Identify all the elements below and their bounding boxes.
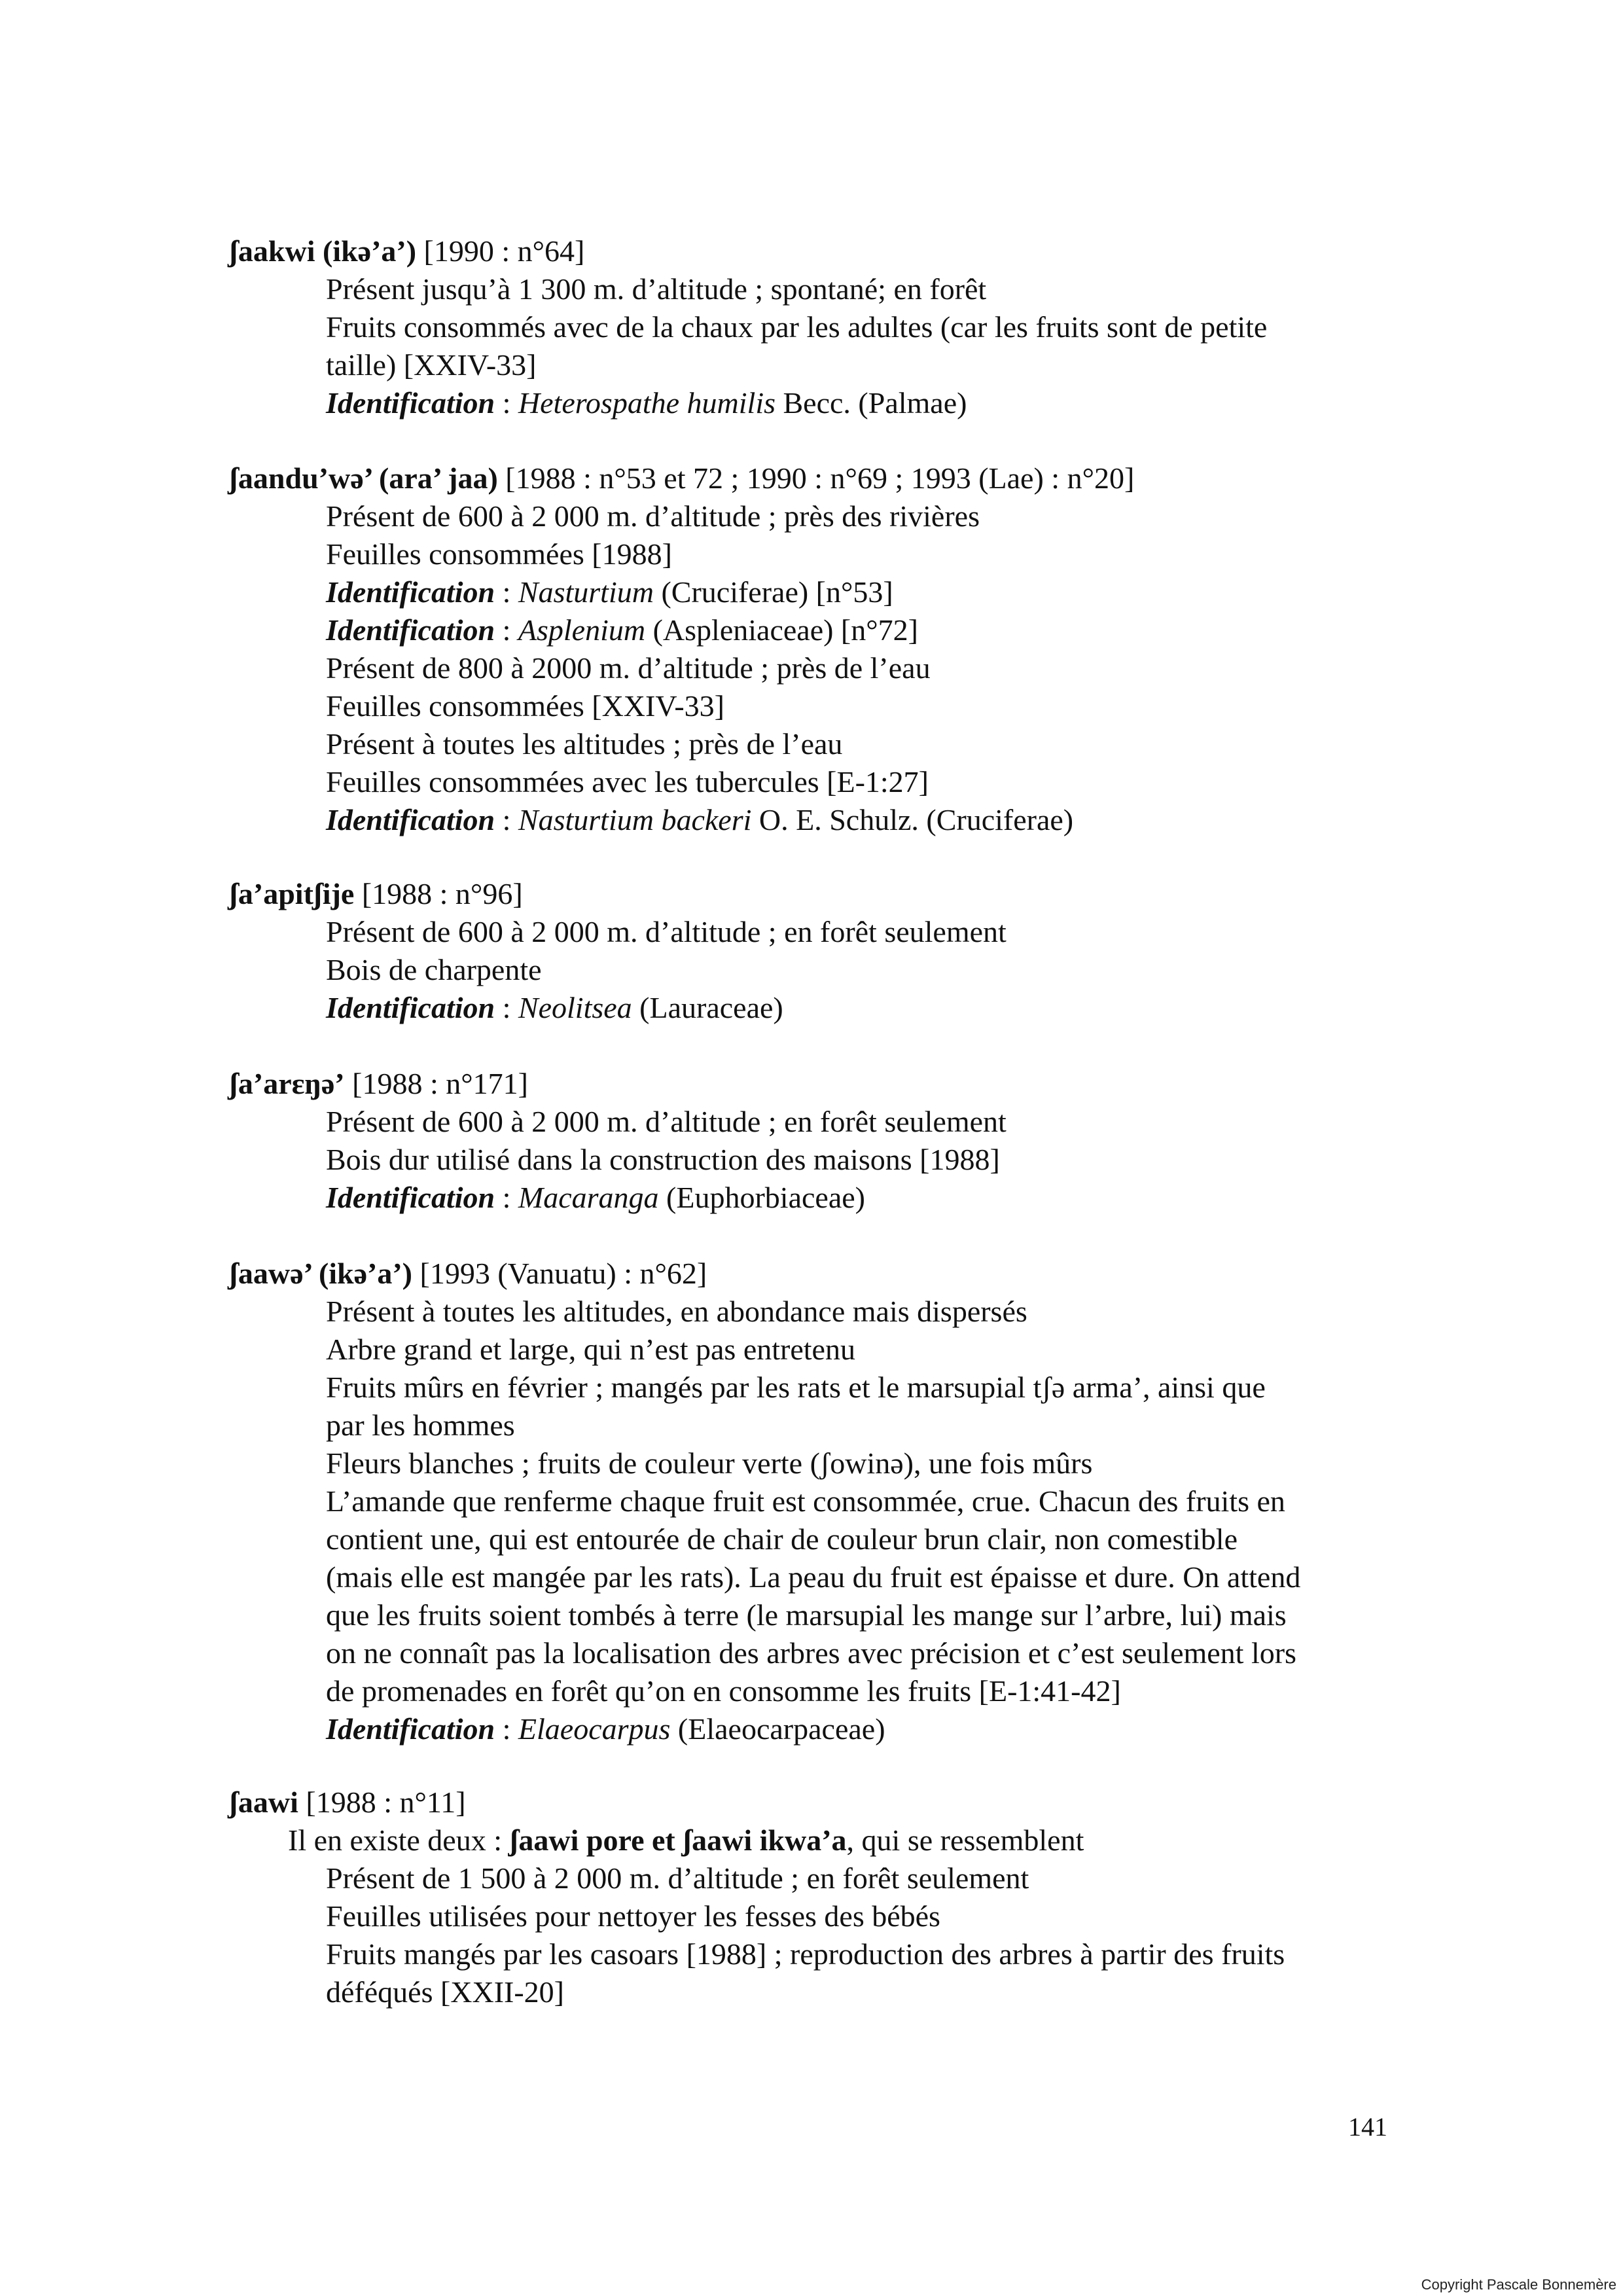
text-segment: Présent de 600 à 2 000 m. d’altitude ; près des rivières [326,499,980,533]
entry-text-line [326,1672,1407,1710]
entry-text-line [326,1596,1407,1634]
headword-text: ʃa’apitʃije [229,877,355,910]
text-segment: déféqués [XXII-20] [326,1975,565,2009]
entry-text-line [326,725,1407,763]
copyright-notice: Copyright Pascale Bonnemère [1421,2276,1616,2293]
text-segment: : [495,575,518,609]
headword-text: ʃaawi pore et ʃaawi ikwa’a [509,1823,847,1857]
entry-text-line [326,801,1407,839]
text-segment: (Elaeocarpaceae) [670,1712,885,1746]
text-segment: Présent à toutes les altitudes ; près de l’eau [326,727,843,761]
text-segment: contient une, qui est entourée de chair de couleur brun clair, non comestible [326,1522,1238,1556]
entry-text-line [288,1821,1407,1859]
text-segment: [1993 (Vanuatu) : n°62] [412,1257,707,1290]
entry-text-line [326,384,1407,422]
text-segment: (Cruciferae) [n°53] [653,575,893,609]
identification-label: Identification [326,803,495,836]
text-segment: Feuilles consommées avec les tubercules [E-1:27] [326,765,929,798]
entry-headword-line [229,1065,1407,1103]
taxon-name: Elaeocarpus [518,1712,671,1746]
entry-text-line [326,1369,1407,1407]
page-number: 141 [1348,2112,1387,2142]
text-segment: par les hommes [326,1408,515,1442]
entry-shaakwi [229,232,1407,422]
taxon-name: Nasturtium backeri [518,803,752,836]
entry-text-line [326,1179,1407,1217]
entry-shaanduwe [229,459,1407,839]
entry-text-line [326,1935,1407,1973]
text-segment: Becc. (Palmae) [776,386,967,420]
text-segment: Feuilles consommées [1988] [326,537,672,571]
taxon-name: Nasturtium [518,575,654,609]
entry-text-line [326,1710,1407,1748]
text-segment: Fruits mangés par les casoars [1988] ; reproduction des arbres à partir des fruits [326,1937,1285,1971]
entry-text-line [326,913,1407,951]
entry-text-line [326,1482,1407,1520]
entry-headword-line [229,1784,1407,1821]
text-segment: [1988 : n°53 et 72 ; 1990 : n°69 ; 1993 (Lae) : n°20] [497,461,1135,495]
text-segment: O. E. Schulz. (Cruciferae) [751,803,1074,836]
entry-text-line [326,270,1407,308]
entry-shaawi [229,1784,1407,2011]
text-segment: [1988 : n°11] [298,1785,466,1819]
entry-text-line [326,1634,1407,1672]
entry-headword-line [229,459,1407,497]
text-segment: Présent de 1 500 à 2 000 m. d’altitude ; en forêt seulement [326,1861,1029,1895]
entry-shaawe [229,1255,1407,1748]
entry-text-line [326,1331,1407,1369]
text-segment: : [495,1181,518,1214]
text-segment: (Euphorbiaceae) [658,1181,865,1214]
headword-text: ʃa’arɛŋə’ [229,1067,345,1100]
text-segment: : [495,1712,518,1746]
taxon-name: Heterospathe humilis [518,386,776,420]
text-segment: Fruits mûrs en février ; mangés par les rats et le marsupial tʃə arma’, ainsi que [326,1371,1266,1404]
text-segment: [1988 : n°96] [354,877,523,910]
entry-headword-line [229,875,1407,913]
identification-label: Identification [326,1181,495,1214]
entry-headword-line [229,1255,1407,1293]
text-segment: Présent de 600 à 2 000 m. d’altitude ; en forêt seulement [326,915,1007,948]
text-segment: : [495,991,518,1024]
entry-shaapitshije [229,875,1407,1027]
text-segment: Feuilles utilisées pour nettoyer les fesses des bébés [326,1899,940,1933]
entry-text-line [326,763,1407,801]
text-segment: : [495,386,518,420]
text-segment: Présent à toutes les altitudes, en abondance mais dispersés [326,1295,1027,1328]
entry-shaarenge [229,1065,1407,1217]
headword-text: ʃaawə’ (ikə’a’) [229,1257,412,1290]
identification-label: Identification [326,991,495,1024]
entry-text-line [326,1897,1407,1935]
text-segment: Présent de 800 à 2000 m. d’altitude ; près de l’eau [326,651,931,685]
headword-text: ʃaandu’wə’ (ara’ jaa) [229,461,498,495]
text-segment: Feuilles consommées [XXIV-33] [326,689,724,723]
entry-text-line [326,989,1407,1027]
text-segment: on ne connaît pas la localisation des arbres avec précision et c’est seulement lors [326,1636,1296,1670]
text-segment: : [495,613,518,647]
taxon-name: Asplenium [518,613,646,647]
text-segment: , qui se ressemblent [846,1823,1084,1857]
text-segment: [1990 : n°64] [416,234,585,268]
identification-label: Identification [326,613,495,647]
text-segment: Bois de charpente [326,953,542,986]
text-segment: Il en existe deux : [288,1823,510,1857]
entry-text-line [326,1293,1407,1331]
text-segment: Arbre grand et large, qui n’est pas entretenu [326,1333,855,1366]
entry-text-line [326,308,1407,346]
entry-text-line [326,951,1407,989]
text-segment: de promenades en forêt qu’on en consomme les fruits [E-1:41-42] [326,1674,1121,1708]
entry-text-line [326,649,1407,687]
entry-text-line [326,497,1407,535]
identification-label: Identification [326,1712,495,1746]
text-segment: : [495,803,518,836]
text-segment: L’amande que renferme chaque fruit est consommée, crue. Chacun des fruits en [326,1484,1285,1518]
headword-text: ʃaawi [229,1785,298,1819]
text-segment: (Lauraceae) [632,991,783,1024]
entry-text-line [326,1520,1407,1558]
taxon-name: Macaranga [518,1181,659,1214]
text-segment: Bois dur utilisé dans la construction des maisons [1988] [326,1143,1000,1176]
entry-text-line [326,1558,1407,1596]
entry-text-line [326,573,1407,611]
text-segment: Présent de 600 à 2 000 m. d’altitude ; en forêt seulement [326,1105,1007,1138]
identification-label: Identification [326,575,495,609]
entry-text-line [326,611,1407,649]
text-segment: [1988 : n°171] [344,1067,528,1100]
headword-text: ʃaakwi (ikə’a’) [229,234,417,268]
entry-text-line [326,687,1407,725]
text-segment: taille) [XXIV-33] [326,348,537,382]
entry-text-line [326,1859,1407,1897]
taxon-name: Neolitsea [518,991,632,1024]
entry-text-line [326,346,1407,384]
text-segment: Fleurs blanches ; fruits de couleur verte (ʃowinə), une fois mûrs [326,1446,1093,1480]
text-segment: Présent jusqu’à 1 300 m. d’altitude ; spontané; en forêt [326,272,987,306]
entry-text-line [326,1141,1407,1179]
text-segment: que les fruits soient tombés à terre (le marsupial les mange sur l’arbre, lui) mais [326,1598,1287,1632]
entry-headword-line [229,232,1407,270]
text-segment: (mais elle est mangée par les rats). La peau du fruit est épaisse et dure. On attend [326,1560,1301,1594]
text-segment: Fruits consommés avec de la chaux par les adultes (car les fruits sont de petite [326,310,1268,344]
entry-text-line [326,1444,1407,1482]
entry-text-line [326,1973,1407,2011]
text-segment: (Aspleniaceae) [n°72] [645,613,918,647]
identification-label: Identification [326,386,495,420]
entry-text-line [326,535,1407,573]
entry-text-line [326,1407,1407,1444]
entry-text-line [326,1103,1407,1141]
